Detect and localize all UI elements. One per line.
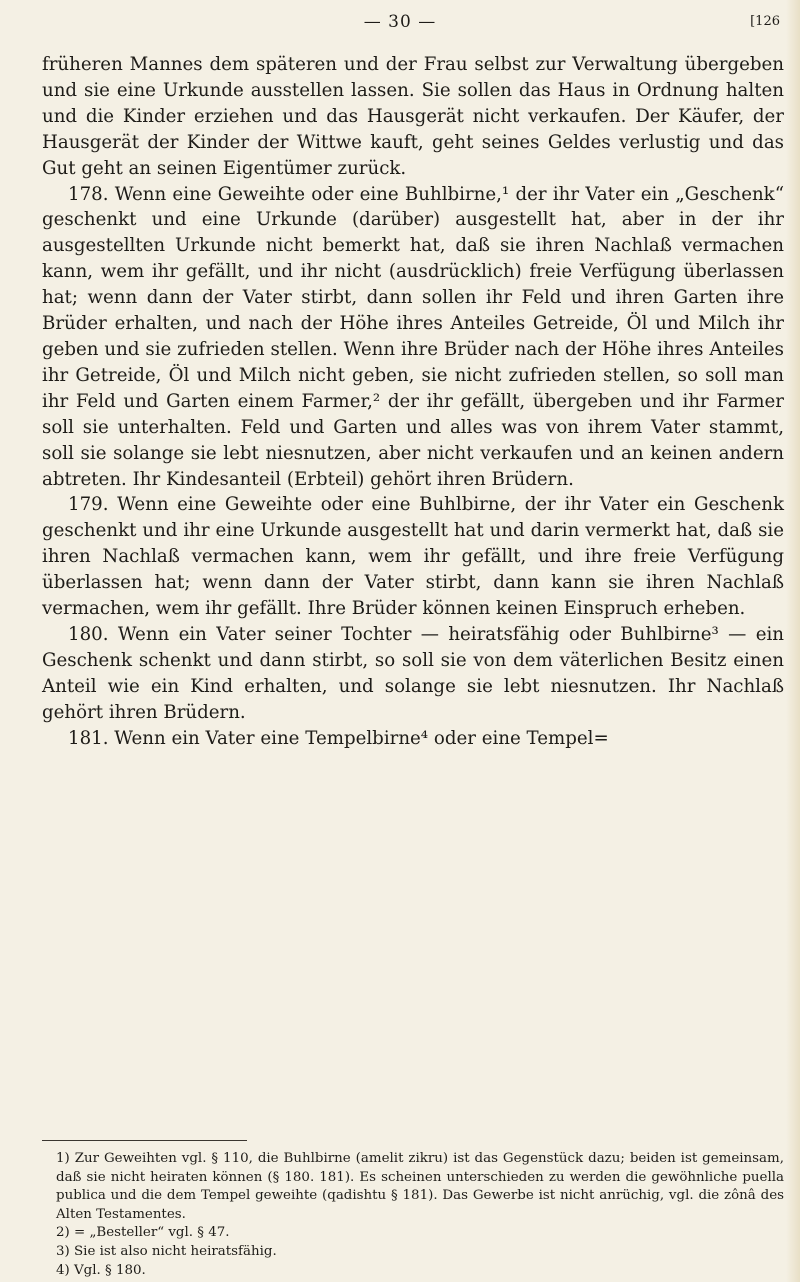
main-text bbox=[42, 52, 784, 751]
footnote-3: 3) Sie ist also nicht heiratsfähig. bbox=[56, 1243, 277, 1259]
footnote-4: 4) Vgl. § 180. bbox=[56, 1262, 146, 1278]
paragraph-181: 181. Wenn ein Vater eine Tempelbirne⁴ oder eine Tempel= bbox=[68, 727, 609, 749]
footnote-2: 2) = „Besteller“ vgl. § 47. bbox=[56, 1225, 230, 1241]
paragraph-179: 179. Wenn eine Geweihte oder eine Buhlbirne, der ihr Vater ein Geschenk geschenkt und ihr eine Urkunde ausgestellt hat und darin vermerkt hat, daß sie ihren Nachlaß vermachen kann, wem ihr gefällt, und ihre freie Verfügung überlassen hat; wenn dann der Vater stirbt, dann kann sie ihren Nachlaß vermachen, wem ihr gefällt. Ihre Brüder können keinen Einspruch erheben. bbox=[42, 494, 784, 620]
footnotes bbox=[42, 1150, 784, 1280]
paragraph-continuation: früheren Mannes dem späteren und der Frau selbst zur Verwaltung übergeben und sie eine Urkunde ausstellen lassen. Sie sollen das Haus in Ordnung halten und die Kinder erziehen und das Hausgerät nicht verkaufen. Der Käufer, der Hausgerät der Kinder der Wittwe kauft, geht seines Geldes verlustig und das Gut geht an seinen Eigentümer zurück. bbox=[42, 54, 784, 179]
footnote-divider bbox=[42, 1140, 247, 1141]
page-header bbox=[0, 12, 800, 42]
paragraph-180: 180. Wenn ein Vater seiner Tochter — heiratsfähig oder Buhlbirne³ — ein Geschenk schenkt und dann stirbt, so soll sie von dem väterlichen Besitz einen Anteil wie ein Kind erhalten, und solange sie lebt niesnutzen. Ihr Nachlaß gehört ihren Brüdern. bbox=[42, 623, 784, 723]
page-number: — 30 — bbox=[363, 12, 437, 32]
footnote-1: 1) Zur Geweihten vgl. § 110, die Buhlbirne (amelit zikru) ist das Gegenstück dazu; beiden ist gemeinsam, daß sie nicht heiraten können (§ 180. 181). Es scheinen unterschieden zu werden die gewöhnliche puella publica und die dem Tempel geweihte (qadishtu § 181). Das Gewerbe ist nicht anrüchig, vgl. die zônâ des Alten Testamentes. bbox=[56, 1151, 784, 1222]
page-edge bbox=[786, 0, 800, 1282]
paragraph-178: 178. Wenn eine Geweihte oder eine Buhlbirne,¹ der ihr Vater ein „Geschenk“ geschenkt und eine Urkunde (darüber) ausgestellt hat, aber in der ihr ausgestellten Urkunde nicht bemerkt hat, daß sie ihren Nachlaß vermachen kann, wem ihr gefällt, und ihr nicht (ausdrücklich) freie Verfügung überlassen hat; wenn dann der Vater stirbt, dann sollen ihr Feld und ihren Garten ihre Brüder erhalten, und nach der Höhe ihres Anteiles Getreide, Öl und Milch ihr geben und sie zufrieden stellen. Wenn ihre Brüder nach der Höhe ihres Anteiles ihr Getreide, Öl und Milch nicht geben, sie nicht zufrieden stellen, so soll man ihr Feld und Garten einem Farmer,² der ihr gefällt, übergeben und ihr Farmer soll sie unterhalten. Feld und Garten und alles was von ihrem Vater stammt, soll sie solange sie lebt niesnutzen, aber nicht verkaufen und an keinen andern abtreten. Ihr Kindesanteil (Erbteil) gehört ihren Brüdern. bbox=[42, 183, 784, 490]
page-marker: [126 bbox=[750, 14, 780, 29]
